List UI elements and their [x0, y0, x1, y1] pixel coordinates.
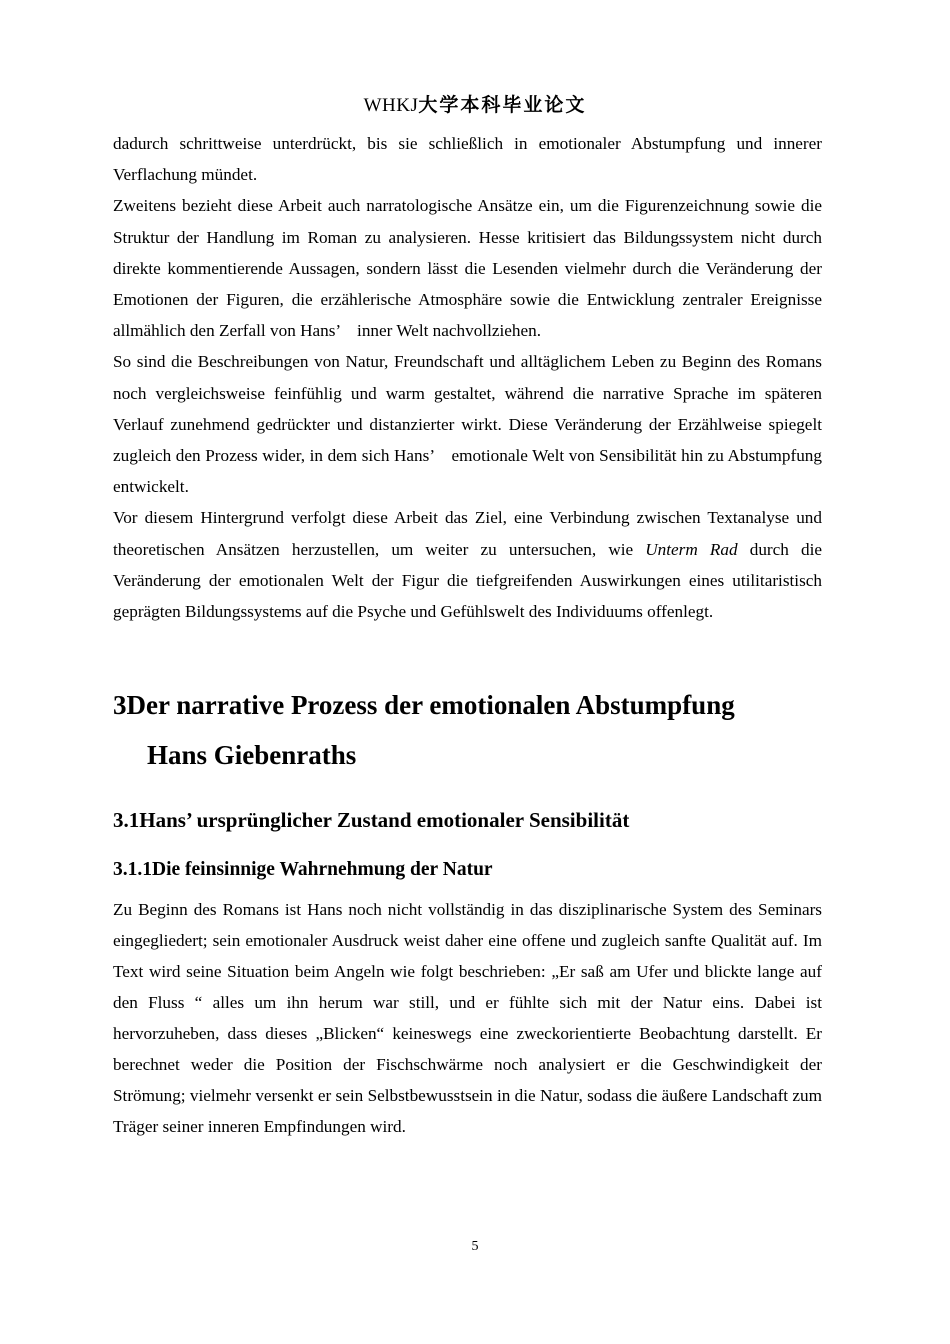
paragraph-4-text-end: durch die Veränderung der emotionalen Welt der Figur die tiefgreifenden Auswirkungen eines utilitaristisch geprägten Bildungssystems auf die Psyche und Gefühlswelt des Individuums offenlegt.	[113, 539, 822, 622]
paragraph-3: So sind die Beschreibungen von Natur, Freundschaft und alltäglichem Leben zu Beginn des Romans noch vergleichsweise feinfühlig und warm gestaltet, während die narrative Sprache im späteren Verlauf zunehmend gedrückter und distanzierter wirkt. Diese Veränderung der Erzählweise spiegelt zugleich den Prozess wider, in dem sich Hans’ emotionale Welt von Sensibilität hin zu Abstumpfung entwickelt.	[113, 352, 822, 497]
paragraph-4-text-start: Vor diesem Hintergrund verfolgt diese Arbeit das Ziel, eine Verbindung zwischen Textanalyse und theoretischen Ansätzen herzustellen, um weiter zu untersuchen, wie	[113, 508, 822, 559]
paragraph-2: Zweitens bezieht diese Arbeit auch narratologische Ansätze ein, um die Figurenzeichnung sowie die Struktur der Handlung im Roman zu analysieren. Hesse kritisiert das Bildungssystem nicht durch direkte kommentierende Aussagen, sondern lässt die Lesenden vielmehr durch die Veränderung der Emotionen der Figuren, die erzählerische Atmosphäre sowie die Entwicklung zentraler Ereignisse allmählich den Zerfall von Hans’ inner Welt nachvollziehen.	[113, 196, 822, 341]
chapter-heading-line-2-wrap	[113, 730, 822, 780]
paragraph-1: dadurch schrittweise unterdrückt, bis sie schließlich in emotionaler Abstumpfung und innerer Verflachung mündet.	[113, 134, 822, 185]
chapter-heading-line-1: 3Der narrative Prozess der emotionalen Abstumpfung	[113, 690, 735, 721]
header-prefix: WHKJ	[363, 95, 419, 116]
subsection-heading: 3.1.1Die feinsinnige Wahrnehmung der Natur	[113, 859, 493, 881]
novel-title: Unterm Rad	[645, 539, 738, 559]
paragraph-5: Zu Beginn des Romans ist Hans noch nicht vollständig in das disziplinarische System des Seminars eingegliedert; sein emotionaler Ausdruck weist daher eine offene und zugleich sanfte Qualität auf. Im Text wird seine Situation beim Angeln wie folgt beschrieben: „Er saß am Ufer und blickte lange auf den Fluss “ alles um ihn herum war still, und er fühlte sich mit der Natur eins. Dabei ist hervorzuheben, dass dieses „Blicken“ keineswegs eine zweckorientierte Beobachtung darstellt. Er berechnet weder die Position der Fischschwärme noch analysiert er die Geschwindigkeit der Strömung; vielmehr versenkt er sein Selbstbewusstsein in die Natur, sodass die äußere Landschaft zum Träger seiner inneren Empfindungen wird.	[113, 900, 822, 1137]
body-content	[113, 128, 822, 1142]
running-header	[0, 93, 950, 119]
chapter-heading	[113, 680, 822, 730]
paragraph-4	[113, 502, 822, 627]
chapter-heading-line-2: Hans Giebenraths	[147, 740, 357, 771]
header-title: 大学本科毕业论文	[418, 95, 587, 116]
page-number: 5	[471, 1239, 479, 1254]
section-heading: 3.1Hans’ ursprünglicher Zustand emotionaler Sensibilität	[113, 808, 630, 833]
